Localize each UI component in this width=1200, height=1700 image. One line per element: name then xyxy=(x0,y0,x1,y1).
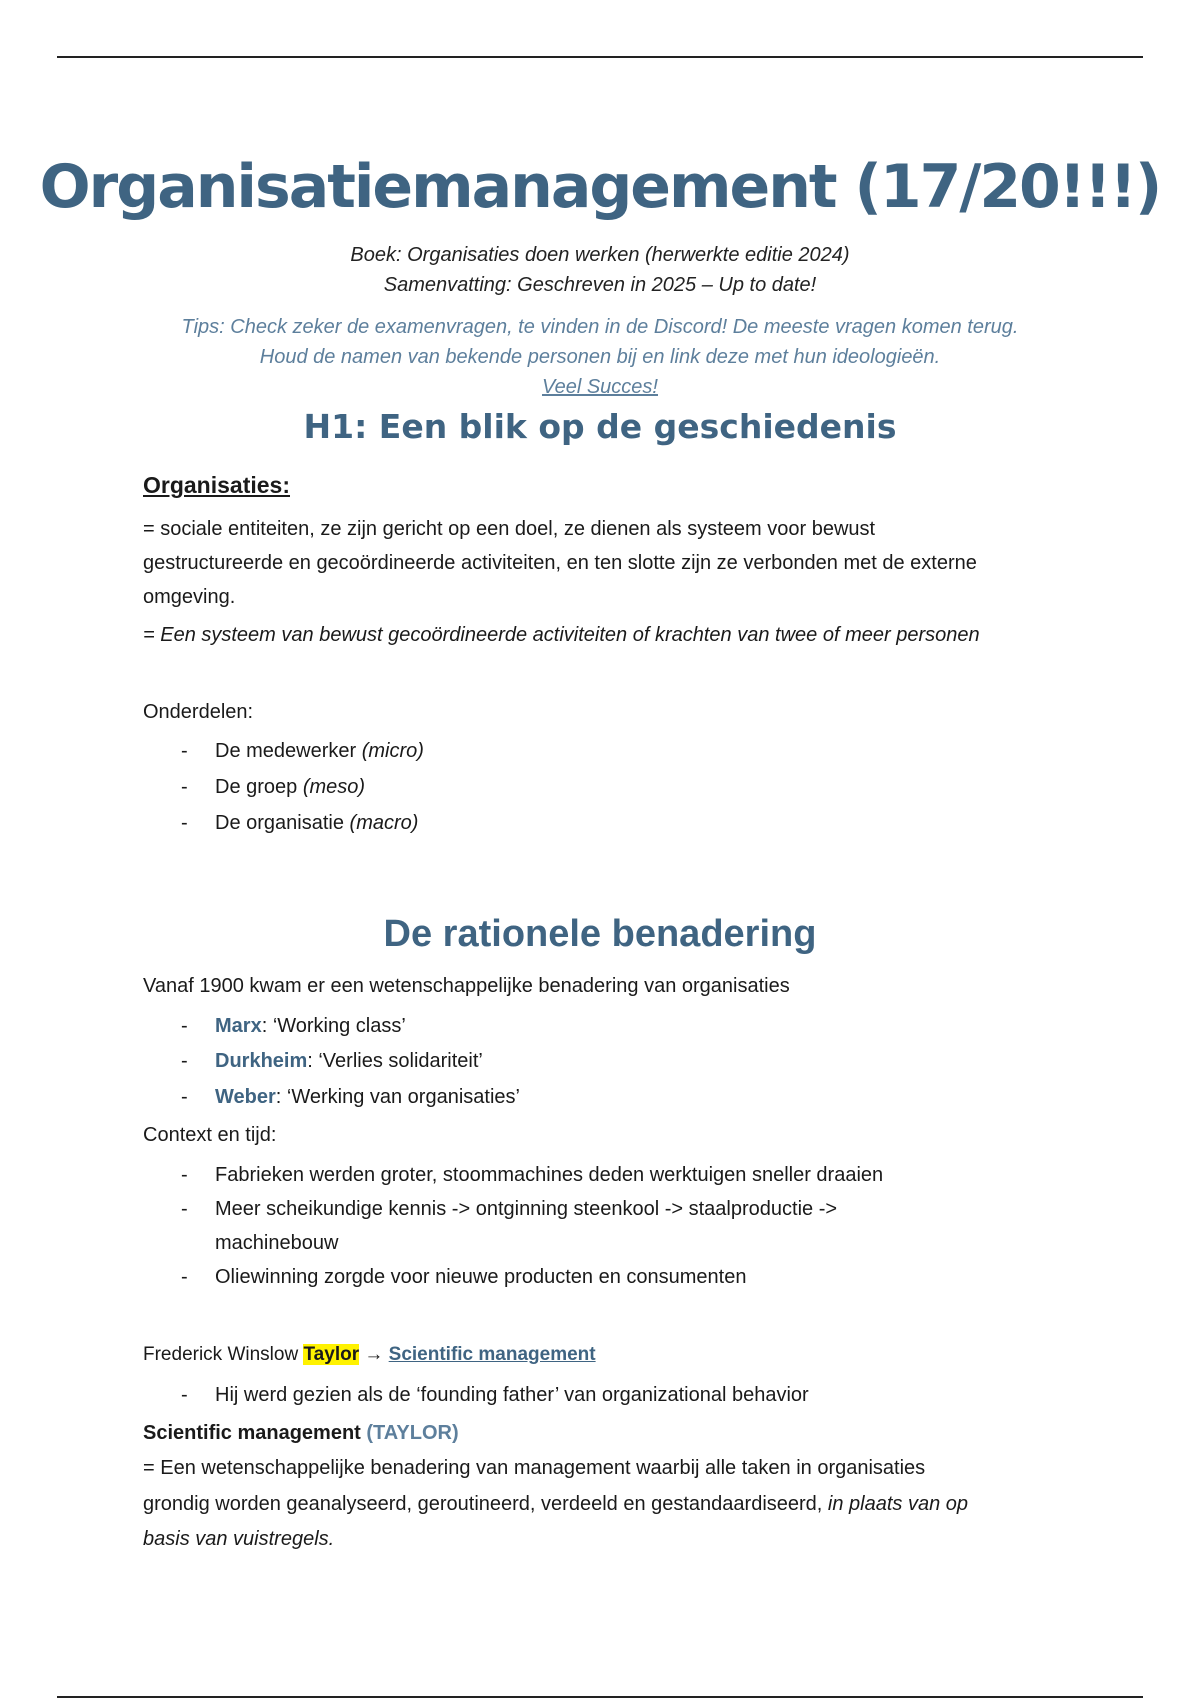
chapter-heading: H1: Een blik op de geschiedenis xyxy=(303,407,897,446)
list-item: - Fabrieken werden groter, stoommachines deden werktuigen sneller draaien xyxy=(181,1164,884,1186)
list-item-continuation: machinebouw xyxy=(215,1232,339,1254)
highlighted-name: Taylor xyxy=(303,1344,360,1365)
top-rule xyxy=(57,56,1143,58)
organisaties-heading: Organisaties: xyxy=(143,472,290,498)
list-item: - Weber: ‘Werking van organisaties’ xyxy=(181,1086,520,1108)
list-item: - De organisatie (macro) xyxy=(181,812,419,834)
sci-def-line-1: = Een wetenschappelijke benadering van management waarbij alle taken in organisaties xyxy=(143,1457,926,1479)
bottom-rule xyxy=(57,1696,1143,1698)
document-title: Organisatiemanagement (17/20!!!) xyxy=(39,152,1161,222)
sci-heading: Scientific management xyxy=(143,1422,361,1444)
definition-line-2: gestructureerde en gecoördineerde activiteiten, en ten slotte zijn ze verbonden met de externe xyxy=(143,552,977,574)
tips-line-2: Houd de namen van bekende personen bij en link deze met hun ideologieën. xyxy=(259,346,941,368)
definition-alt: = Een systeem van bewust gecoördineerde activiteiten of krachten van twee of meer personen xyxy=(143,624,980,646)
onderdelen-label: Onderdelen: xyxy=(143,701,254,723)
sci-def-line-3: basis van vuistregels. xyxy=(143,1528,335,1550)
tips-line-1: Tips: Check zeker de examenvragen, te vinden in de Discord! De meeste vragen komen terug. xyxy=(181,316,1019,338)
list-item: - Durkheim: ‘Verlies solidariteit’ xyxy=(181,1050,483,1072)
sci-def-line-2: grondig worden geanalyseerd, geroutineerd, verdeeld en gestandaardiseerd, in plaats van op xyxy=(143,1493,969,1515)
sci-heading-line xyxy=(143,1418,459,1448)
section-heading: De rationele benadering xyxy=(383,913,817,955)
list-item: - Hij werd gezien als de ‘founding father’ van organizational behavior xyxy=(181,1384,809,1406)
list-item: - De medewerker (micro) xyxy=(181,740,424,762)
person-name: Marx xyxy=(215,1015,262,1037)
book-line: Boek: Organisaties doen werken (herwerkte editie 2024) xyxy=(350,244,850,266)
arrow-right-icon: → xyxy=(359,1344,389,1365)
list-item: - De groep (meso) xyxy=(181,776,366,798)
person-name: Durkheim xyxy=(215,1050,308,1072)
sci-tag: (TAYLOR) xyxy=(360,1422,459,1444)
summary-line: Samenvatting: Geschreven in 2025 – Up to date! xyxy=(383,274,817,296)
list-item: - Meer scheikundige kennis -> ontginning steenkool -> staalproductie -> xyxy=(181,1198,838,1220)
list-item: - Marx: ‘Working class’ xyxy=(181,1015,406,1037)
person-name: Weber xyxy=(215,1086,276,1108)
rationeel-intro: Vanaf 1900 kwam er een wetenschappelijke benadering van organisaties xyxy=(143,975,790,997)
definition-line-1: = sociale entiteiten, ze zijn gericht op een doel, ze dienen als systeem voor bewust xyxy=(143,518,876,540)
definition-line-3: omgeving. xyxy=(143,586,236,608)
context-label: Context en tijd: xyxy=(143,1124,277,1146)
taylor-line: Frederick Winslow Taylor → Scientific management xyxy=(143,1344,596,1365)
scientific-management-link[interactable]: Scientific management xyxy=(388,1344,596,1365)
list-item: - Oliewinning zorgde voor nieuwe producten en consumenten xyxy=(181,1266,747,1288)
good-luck-link[interactable]: Veel Succes! xyxy=(542,376,658,398)
